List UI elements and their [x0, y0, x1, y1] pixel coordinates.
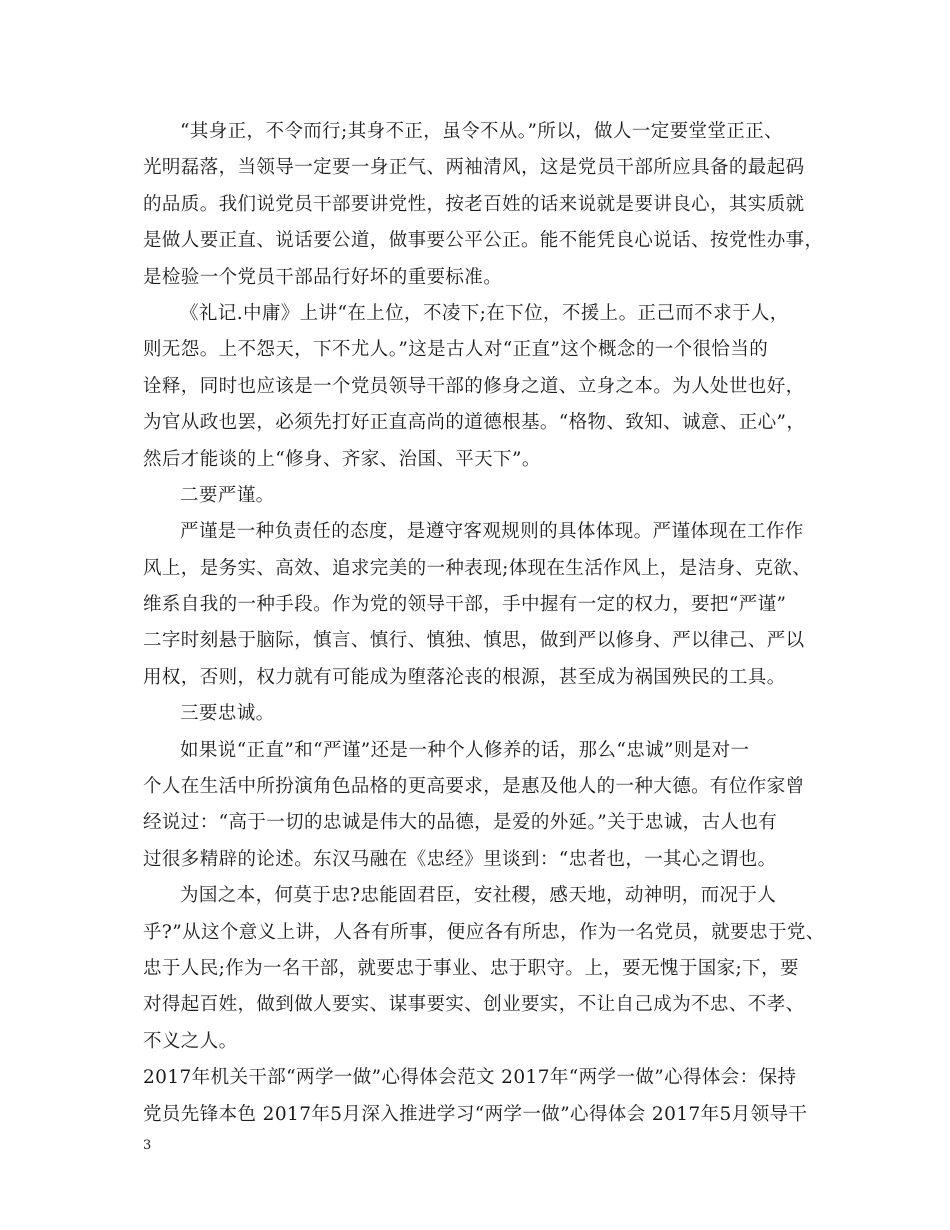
related-articles-line: 党员先锋本色 2017年5月深入推进学习“两学一做”心得体会 2017年5月领导干 — [143, 1103, 808, 1125]
text-line: 是检验一个党员干部品行好坏的重要标准。 — [143, 266, 503, 288]
text-line: 乎?”从这个意义上讲，人各有所事，便应各有所忠，作为一名党员，就要忠于党、 — [143, 921, 825, 943]
text-line: 过很多精辟的论述。东汉马融在《忠经》里谈到：“忠者也，一其心之谓也。 — [143, 848, 777, 870]
text-line: “其身正，不令而行;其身不正，虽令不从。”所以，做人一定要堂堂正正、 — [180, 121, 784, 142]
text-line: 为国之本，何莫于忠?忠能固君臣，安社稷，感天地，动神明，而况于人 — [180, 885, 777, 907]
related-articles-line: 2017年机关干部“两学一做”心得体会范文 2017年“两学一做”心得体会：保持 — [143, 1067, 797, 1089]
text-line: 二字时刻悬于脑际，慎言、慎行、慎独、慎思，做到严以修身、严以律己、严以 — [143, 630, 805, 652]
document-body — [143, 114, 823, 1133]
text-line: 如果说“正直”和“严谨”还是一种个人修养的话，那么“忠诚”则是对一 — [180, 739, 750, 761]
text-line: 光明磊落，当领导一定要一身正气、两袖清风，这是党员干部所应具备的最起码 — [143, 157, 805, 179]
text-line: 不义之人。 — [143, 1030, 238, 1052]
text-line: 诠释，同时也应该是一个党员领导干部的修身之道、立身之本。为人处世也好， — [143, 375, 805, 397]
text-line: 《礼记.中庸》上讲“在上位，不凌下;在下位，不援上。正己而不求于人， — [180, 302, 789, 324]
text-line: 维系自我的一种手段。作为党的领导干部，手中握有一定的权力，要把“严谨” — [143, 594, 787, 616]
text-line: 的品质。我们说党员干部要讲党性，按老百姓的话来说就是要讲良心，其实质就 — [143, 193, 805, 215]
text-line: 严谨是一种负责任的态度，是遵守客观规则的具体体现。严谨体现在工作作 — [180, 521, 804, 543]
section-heading: 三要忠诚。 — [180, 703, 275, 725]
text-line: 对得起百姓，做到做人要实、谋事要实、创业要实，不让自己成为不忠、不孝、 — [143, 994, 805, 1016]
section-heading: 二要严谨。 — [180, 484, 275, 506]
text-line: 忠于人民;作为一名干部，就要忠于事业、忠于职守。上，要无愧于国家;下，要 — [143, 957, 799, 979]
text-line: 个人在生活中所扮演角色品格的更高要求，是惠及他人的一种大德。有位作家曾 — [143, 776, 805, 798]
text-line: 是做人要正直、说话要公道，做事要公平公正。能不能凭良心说话、按党性办事， — [143, 230, 824, 252]
page-number: 3 — [143, 1138, 152, 1153]
text-line: 经说过：“高于一切的忠诚是伟大的品德，是爱的外延。”关于忠诚，古人也有 — [143, 812, 778, 834]
text-line: 为官从政也罢，必须先打好正直高尚的道德根基。“格物、致知、诚意、正心”， — [143, 412, 806, 434]
text-line: 风上，是务实、高效、追求完美的一种表现;体现在生活作风上，是洁身、克欲、 — [143, 557, 812, 579]
text-line: 则无怨。上不怨天，下不尤人。”这是古人对“正直”这个概念的一个很恰当的 — [143, 339, 769, 361]
text-line: 然后才能谈的上“修身、齐家、治国、平天下”。 — [143, 448, 541, 470]
text-line: 用权，否则，权力就有可能成为堕落沦丧的根源，甚至成为祸国殃民的工具。 — [143, 666, 786, 688]
